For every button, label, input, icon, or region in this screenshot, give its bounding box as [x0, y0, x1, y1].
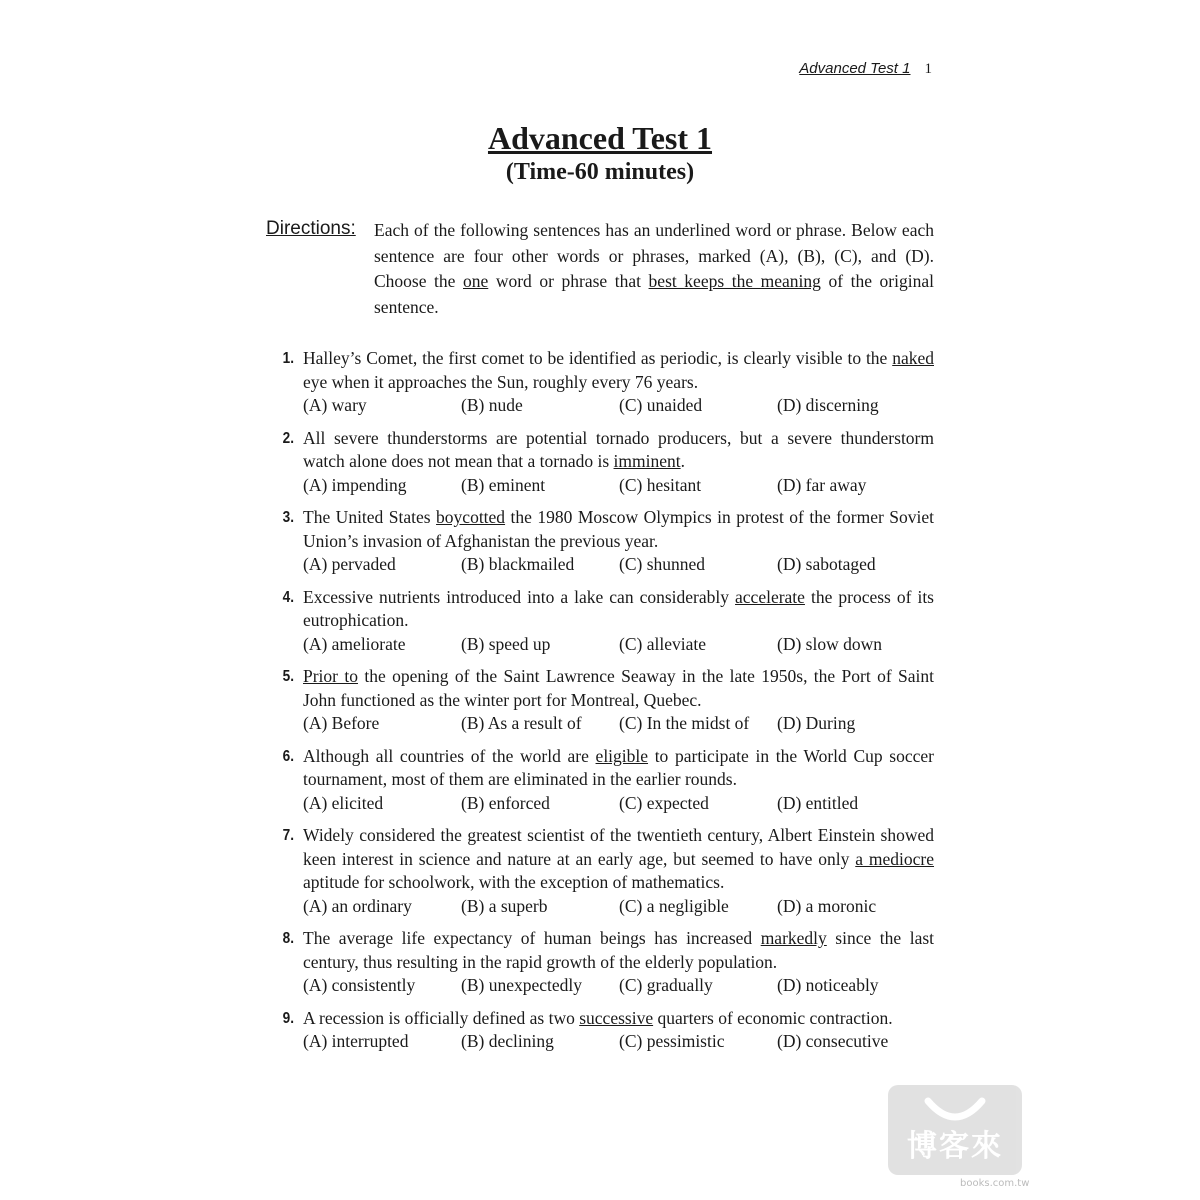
answer-options — [303, 553, 934, 577]
answer-option: (B) eminent — [461, 474, 546, 495]
underlined-word: accelerate — [735, 586, 805, 607]
running-title: Advanced Test 1 — [799, 60, 911, 77]
answer-option: (C) hesitant — [619, 474, 702, 495]
underlined-word: a mediocre — [855, 848, 935, 869]
underlined-word: successive — [579, 1007, 654, 1028]
answer-option: (A) Before — [303, 713, 380, 733]
answer-option: (D) consecutive — [777, 1031, 889, 1051]
question-number: 1. — [282, 350, 294, 367]
running-header — [799, 60, 932, 78]
question-number: 8. — [282, 930, 294, 947]
question-text-part: the process of its eutrophication. — [303, 586, 934, 630]
question-text-part: The average life expectancy of human beings has increased — [303, 928, 761, 948]
answer-option: (C) expected — [619, 792, 709, 813]
underlined-word: eligible — [595, 745, 649, 766]
question-item — [270, 824, 934, 918]
question-number: 2. — [282, 429, 294, 447]
directions-text-part: word or phrase that — [488, 271, 649, 291]
question-number: 5. — [282, 668, 294, 685]
watermark-logo — [888, 1085, 1022, 1175]
question-text-part: to participate in the World Cup soccer tournament, most of them are eliminated in the earlier rounds. — [303, 745, 934, 789]
underlined-word: boycotted — [436, 507, 506, 527]
question-number: 6. — [282, 747, 294, 765]
question-number: 3. — [282, 509, 294, 526]
answer-option: (A) an ordinary — [303, 895, 412, 916]
watermark-text: 博客來 — [907, 1129, 1003, 1164]
answer-option: (C) In the midst of — [619, 713, 750, 733]
question-text-part: Halley’s Comet, the first comet to be identified as periodic, is clearly visible to the — [303, 348, 893, 368]
question-text-part: aptitude for schoolwork, with the exception of mathematics. — [303, 872, 725, 892]
answer-option: (D) slow down — [777, 633, 882, 654]
watermark-domain: books.com.tw — [960, 1178, 1030, 1189]
answer-option: (A) consistently — [303, 975, 416, 995]
question-text — [303, 347, 934, 394]
question-item — [270, 347, 934, 418]
question-text-part: The United States — [303, 507, 437, 527]
question-text-part: Although all countries of the world are — [303, 745, 596, 766]
question-text-part: eye when it approaches the Sun, roughly every 76 years. — [303, 371, 699, 392]
question-text — [303, 427, 934, 474]
question-number: 4. — [282, 588, 294, 606]
answer-option: (C) alleviate — [619, 633, 706, 654]
underlined-word: imminent — [613, 451, 681, 471]
question-number: 7. — [282, 827, 294, 844]
answer-option: (D) noticeably — [777, 975, 879, 995]
question-text-part: A recession is officially defined as two — [303, 1007, 580, 1028]
question-text — [303, 665, 934, 712]
directions-underline: one — [463, 271, 489, 291]
answer-option: (B) As a result of — [461, 713, 582, 733]
directions-text-part: of the original sentence. — [374, 271, 934, 317]
page-subtitle: (Time-60 minutes) — [505, 159, 695, 185]
question-text-part: since the last century, thus resulting in the rapid growth of the elderly population. — [303, 928, 935, 972]
answer-options — [303, 394, 934, 418]
question-text-part: the opening of the Saint Lawrence Seaway in the late 1950s, the Port of Saint John functioned as the winter port for Montreal, Quebec. — [303, 666, 934, 710]
answer-option: (A) impending — [303, 474, 407, 495]
question-item — [270, 506, 934, 577]
question-text-part: All severe thunderstorms are potential tornado producers, but a severe thunderstorm watch alone does not mean that a tornado is — [303, 427, 934, 471]
underlined-word: Prior to — [303, 666, 358, 686]
answer-options — [303, 1030, 934, 1054]
question-item — [270, 586, 934, 657]
answer-option: (D) a moronic — [777, 895, 877, 916]
answer-option: (C) unaided — [619, 395, 703, 415]
question-text-part: the 1980 Moscow Olympics in protest of the former Soviet Union’s invasion of Afghanistan the previous year. — [303, 507, 934, 551]
question-text — [303, 927, 934, 974]
answer-option: (C) gradually — [619, 975, 713, 995]
question-item — [270, 1007, 934, 1054]
answer-option: (D) discerning — [777, 395, 879, 415]
answer-options — [303, 974, 934, 998]
answer-option: (B) blackmailed — [461, 554, 575, 574]
answer-option: (D) sabotaged — [777, 554, 876, 574]
question-text — [303, 1007, 934, 1031]
answer-option: (B) enforced — [461, 792, 550, 813]
question-item — [270, 745, 934, 816]
answer-option: (C) a negligible — [619, 895, 729, 916]
question-item — [270, 427, 934, 498]
question-text-part: Widely considered the greatest scientist of the twentieth century, Albert Einstein showed keen interest in science and nature at an early age, but seemed to have only — [303, 825, 934, 869]
directions-label: Directions: — [266, 218, 356, 239]
answer-option: (D) entitled — [777, 792, 859, 813]
answer-options — [303, 895, 934, 919]
answer-option: (C) pessimistic — [619, 1031, 725, 1051]
answer-option: (A) wary — [303, 395, 367, 415]
page-title: Advanced Test 1 — [487, 120, 713, 156]
answer-option: (D) far away — [777, 474, 867, 495]
question-text-part: quarters of economic contraction. — [653, 1007, 893, 1028]
question-list — [270, 347, 934, 1063]
page-number: 1 — [924, 61, 932, 77]
answer-option: (B) nude — [461, 395, 523, 415]
answer-option: (A) interrupted — [303, 1031, 409, 1051]
question-text-part: . — [680, 451, 685, 471]
question-text — [303, 506, 934, 553]
answer-option: (B) declining — [461, 1031, 554, 1051]
answer-options — [303, 633, 934, 657]
question-text-part: Excessive nutrients introduced into a lake can considerably — [303, 586, 736, 607]
answer-options — [303, 712, 934, 736]
answer-option: (B) a superb — [461, 895, 548, 916]
question-text — [303, 745, 934, 792]
answer-options — [303, 792, 934, 816]
question-text — [303, 824, 934, 895]
question-number: 9. — [282, 1009, 294, 1027]
question-item — [270, 927, 934, 998]
answer-option: (A) elicited — [303, 792, 384, 813]
answer-options — [303, 474, 934, 498]
directions-text — [374, 218, 934, 320]
question-text — [303, 586, 934, 633]
answer-option: (A) pervaded — [303, 554, 396, 574]
underlined-word: naked — [892, 348, 934, 368]
answer-option: (B) unexpectedly — [461, 975, 582, 995]
answer-option: (A) ameliorate — [303, 633, 406, 654]
answer-option: (B) speed up — [461, 633, 551, 654]
directions-underline: best keeps the meaning — [648, 271, 821, 291]
question-item — [270, 665, 934, 736]
answer-option: (C) shunned — [619, 554, 706, 574]
answer-option: (D) During — [777, 713, 856, 733]
underlined-word: markedly — [760, 928, 827, 948]
directions-text-part: Each of the following sentences has an underlined word or phrase. Below each sentence are four other words or phrases, marked (A), (B), (C), and (D). Choose the — [374, 220, 934, 291]
